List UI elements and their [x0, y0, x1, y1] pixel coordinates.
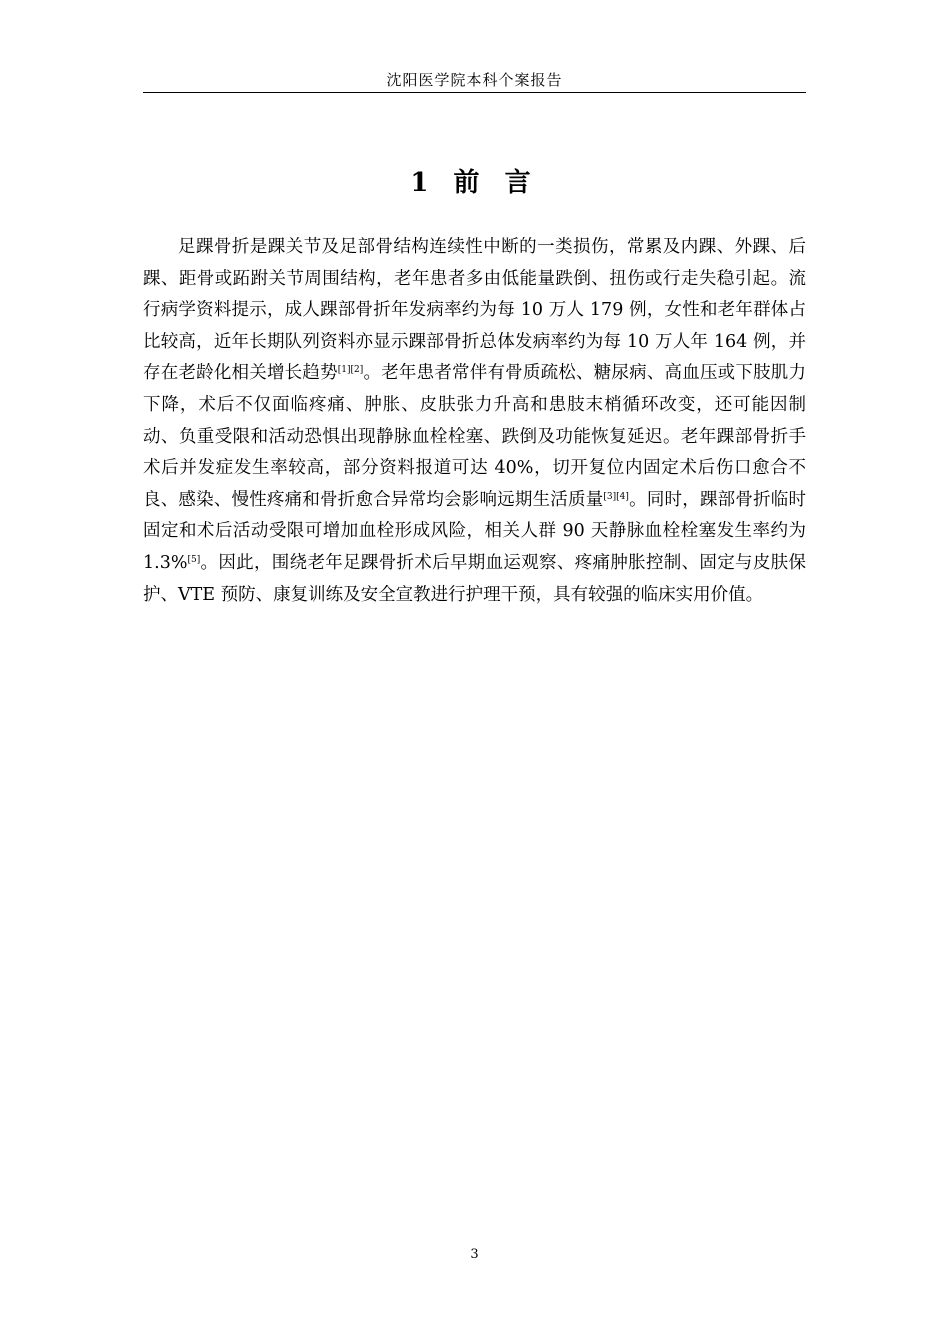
running-header-title: 沈阳医学院本科个案报告	[386, 71, 563, 89]
running-header	[143, 70, 806, 93]
body-text-segment: 。老年患者常伴有骨质疏松、糖尿病、高血压或下肢肌力下降，术后不仅面临疼痛、肿胀、皮肤张力升高和患肢末梢循环改变，还可能因制动、负重受限和活动恐惧出现静脉血栓栓塞、跌倒及功能恢复延迟。老年踝部骨折手术后并发症发生率较高，部分资料报道可达 40%，切开复位内固定术后伤口愈合不良、感染、慢性疼痛和骨折愈合异常均会影响远期生活质量	[143, 363, 807, 510]
citation-ref[interactable]: [3][4]	[603, 491, 629, 502]
body-text-segment: 足踝骨折是踝关节及足部骨结构连续性中断的一类损伤，常累及内踝、外踝、后踝、距骨或跖跗关节周围结构，老年患者多由低能量跌倒、扭伤或行走失稳引起。流行病学资料提示，成人踝部骨折年发病率约为每 10 万人 179 例，女性和老年群体占比较高，近年长期队列资料亦显示踝部骨折总体发病率约为每 10 万人年 164 例，并存在老龄化相关增长趋势	[143, 237, 806, 384]
body-text-segment: 。同时，踝部骨折临时固定和术后活动受限可增加血栓形成风险，相关人群 90 天静脉血栓栓塞发生率约为 1.3%	[143, 489, 807, 573]
body-paragraph	[143, 232, 806, 611]
citation-ref[interactable]: [5]	[187, 554, 201, 565]
citation-ref[interactable]: [1][2]	[337, 365, 364, 376]
section-title: 1 前 言	[410, 168, 539, 199]
page-number: 3	[470, 1247, 479, 1262]
body-text-segment: 。因此，围绕老年足踝骨折术后早期血运观察、疼痛肿胀控制、固定与皮肤保护、VTE 预防、康复训练及安全宣教进行护理干预，具有较强的临床实用价值。	[143, 552, 806, 605]
